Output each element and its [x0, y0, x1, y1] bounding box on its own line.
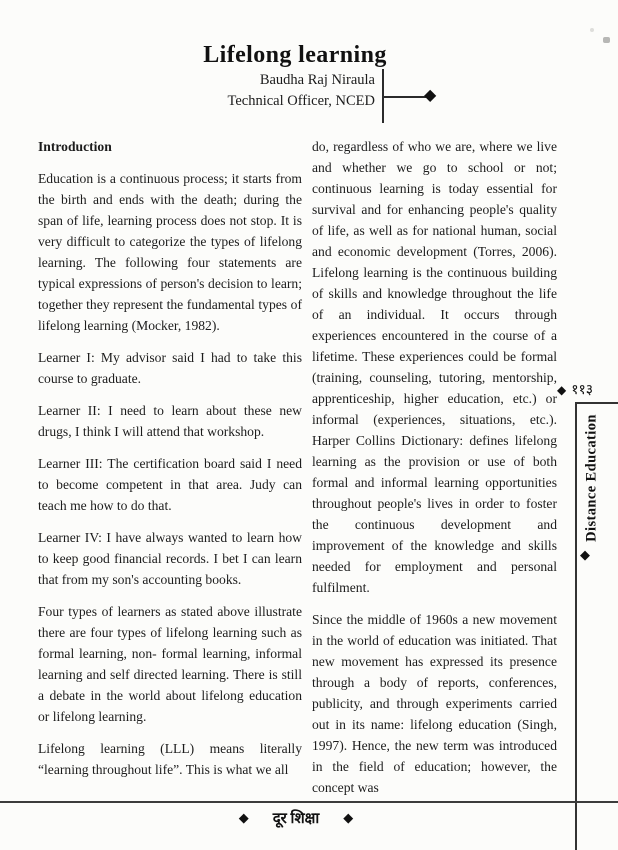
- footer-journal-label: दूर शिक्षा: [272, 811, 320, 827]
- journal-name-vertical: Distance Education: [583, 414, 600, 542]
- paragraph: Lifelong learning (LLL) means literally “learning throughout life”. This is what we all: [38, 741, 302, 777]
- article-body: [38, 136, 557, 798]
- paragraph: Four types of learners as stated above illustrate there are four types of lifelong learning such as formal learning, non- formal learning, informal learning and self directed learning. There is still a debate in the world about lifelong education or lifelong learning.: [38, 604, 302, 724]
- diamond-icon: ◆: [343, 810, 354, 826]
- paragraph: Since the middle of 1960s a new movement in the world of education was initiated. That new movement has expressed its presence through a body of reports, conferences, publicity, and through experiments carried out in its name: lifelong education (Singh, 1997). Hence, the new term was introduced in the field of education; however, the concept was: [312, 612, 557, 795]
- paragraph: Learner II: I need to learn about these new drugs, I think I will attend that workshop.: [38, 403, 302, 439]
- footer: [0, 808, 592, 828]
- left-column: [38, 136, 302, 798]
- page-title: Lifelong learning: [203, 42, 387, 69]
- author-horizontal-rule: [384, 96, 426, 98]
- page-number: ११३: [571, 383, 594, 398]
- author-name: Baudha Raj Niraula: [259, 72, 375, 88]
- paragraph: Learner IV: I have always wanted to learn how to keep good financial records. I bet I can learn that from my son's accounting books.: [38, 530, 302, 587]
- scan-smudge: [603, 37, 610, 43]
- paragraph: do, regardless of who we are, where we live and whether we go to school or not; continuous learning is today essential for survival and for enhancing people's quality of life, as well as for national human, social and economic development (Torres, 2006). Lifelong learning is the continuous building of skills and knowledge throughout the life of an individual. It occurs through experiences encountered in the course of a lifetime. These experiences could be formal (training, counseling, tutoring, mentorship, apprenticeship, higher education, etc.) or informal (experiences, situations, etc.). Harper Collins Dictionary: defines lifelong learning as the provision or use of both formal and informal learning opportunities throughout people's lives in order to foster the continuous development and improvement of the knowledge and skills needed for employment and personal fulfilment.: [312, 139, 557, 595]
- author-block: [110, 70, 375, 112]
- diamond-icon: ◆: [557, 382, 567, 397]
- diamond-icon: ◆: [424, 85, 437, 104]
- diamond-icon: ◆: [580, 548, 590, 563]
- section-heading: Introduction: [38, 139, 112, 154]
- diamond-icon: ◆: [238, 810, 249, 826]
- sidebar-vertical-rule: [575, 402, 577, 850]
- paragraph: Learner I: My advisor said I had to take this course to graduate.: [38, 350, 302, 386]
- paragraph: Education is a continuous process; it starts from the birth and ends with the death; during the span of life, learning process does not stop. It is very difficult to categorize the types of lifelong learning. The following four statements are typical expressions of person's decision to learn; together they represent the fundamental types of lifelong learning (Mocker, 1982).: [38, 171, 302, 333]
- scan-smudge: [590, 28, 594, 32]
- page-number-row: [557, 380, 593, 399]
- paragraph: Learner III: The certification board said I need to become competent in that area. Judy can teach me how to do that.: [38, 456, 302, 513]
- sidebar-top-rule: [575, 402, 618, 404]
- footer-rule: [0, 801, 618, 803]
- author-role: Technical Officer, NCED: [227, 93, 375, 109]
- right-column: [312, 136, 557, 798]
